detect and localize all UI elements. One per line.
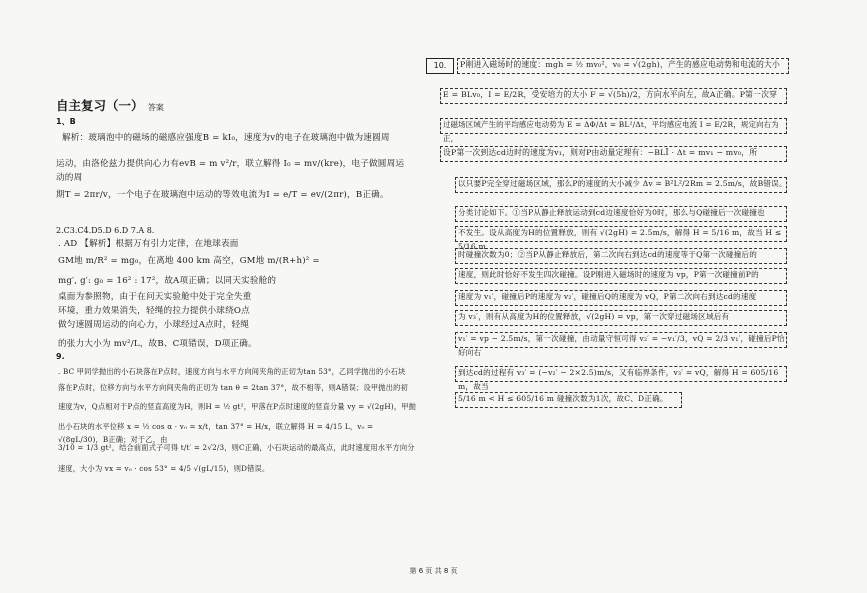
q2-8-answers: 2.C3.C4.D5.D 6.D 7.A 8. [56,226,155,235]
q10-line-2: E = BLv₀，I = E/2R，受安培力的大小 F = √(5h)/2，方向水平向左，故A正确。P第一次穿 [443,90,778,99]
q10-line-7: 不发生。设从高度为H的位置释放，则有 √(2gH) = 2.5m/s，解得 H = 5/16 m，故当 H ≤ 5/16 m [458,228,782,251]
q10-line-1: P刚进入磁场时的速度：mgh = ½ mv₀²，v₀ = √(2gh)，产生的感应电动势和电流的大小 [460,60,780,69]
q1-line-3: 期T = 2πr/v，一个电子在玻璃泡中运动的等效电流为I = e/T = ev/(2πr)，B正确。 [56,190,389,200]
q8-line-1: . AD 【解析】根据万有引力定律，在地球表面 [58,239,239,249]
q10-line-6: 分类讨论如下。①当P从静止释放运动到cd边速度恰好为0时，那么与Q碰撞后一次碰撞也 [458,208,765,217]
title-text: 自主复习（一） [56,98,144,113]
q10-line-4: 设P第一次到达cd边时的速度为v₁，则对P由动量定理有：−BLĪ · Δt = mv₁ − mv₀，所 [443,148,758,157]
q8-line-3: mg′, g′: g₀ = 16² : 17²，故A项正确；以同天实验舱的 [58,276,277,286]
q9-line-3: 速度为v，Q点相对于P点的竖直高度为H，则H = ½ gt²，甲落在P点时速度的竖直分量 vy = √(2gH)，甲抛 [58,402,416,411]
q8-line-2: GM地 m/R² = mg₀，在离地 400 km 高空，GM地 m/(R+h)² = [58,256,320,266]
q10-line-14: 5/16 m < H ≤ 605/16 m 碰撞次数为1次，故C、D正确。 [458,394,668,403]
q10-label: 10. [426,58,454,74]
q9-line-2: 落在P点时，位移方向与水平方向间夹角的正切为 tan θ = 2tan 37°，故不相等，则A错误；设甲抛出的初 [58,383,408,392]
q9-line-5: 3/10 = 1/3 gt²，结合前面式子可得 t/t′ = 2√2/3，则C正确，小石块运动的最高点，此时速度用水平方向分 [58,443,415,452]
q8-line-5: 环境，重力效果消失，轻绳的拉力提供小球绕O点 [58,306,250,316]
q8-line-6: 做匀速圆周运动的向心力，小球经过A点时，轻绳 [58,320,250,330]
page-title [56,96,164,114]
q9-line-6: 速度，大小为 vx = v₀ · cos 53° = 4/5 √(gL/15)，则D错误。 [58,464,270,473]
q1-line-1: 解析：玻璃泡中的磁场的磁感应强度B = kI₀，速度为v的电子在玻璃泡中做为速圆周 [62,133,390,143]
q1-label: 1、B [56,117,76,126]
q10-line-5: 以只要P完全穿过磁场区域，那么P的速度的大小减少 Δv = B²L²/2Rm = 2.5m/s，故B错误。 [458,179,787,188]
q9-line-4: 出小石块的水平位移 x = ½ cos α · v₀ = x/t，tan 37° = H/x，联立解得 H = 4/15 L，v₀ = √(8gL/30)，B正确；对于乙，由 [58,422,374,444]
title-suffix: 答案 [147,103,164,112]
q10-line-11: 为 v₃′，则有从高度为H的位置释放，√(2gH) = vp，第一次穿过磁场区域后有 [458,312,730,321]
q10-line-12: v₁′ = vp − 2.5m/s，第一次碰撞，由动量守恒可得 v₂′ = −v₁′/3，vQ = 2/3 v₁′，碰撞后P恰好向右 [458,334,785,357]
q10-line-13: 到达cd的过程有 v₃′ = (−v₂′ − 2×2.5)m/s，又有临界条件，v₃′ = vQ，解得 H = 605/16 m，故当 [458,368,779,391]
q8-line-7: 的张力大小为 mv²/L，故B、C项错误，D项正确。 [58,339,257,349]
q10-line-8: 时碰撞次数为0；②当P从静止释放后，第二次向右到达cd的速度等于Q第一次碰撞后的 [458,250,758,259]
q10-line-10: 速度为 v₁′，碰撞后P的速度为 v₂′，碰撞后Q的速度为 vQ，P第二次向右到达cd的速度 [458,292,757,301]
q10-line-3: 过磁场区域产生的平均感应电动势为 E = ΔΦ/Δt = BL²/Δt，平均感应电流 I = E/2R，规定向右为正， [443,120,779,143]
q8-line-4: 桌面为参照物，由于在问天实验舱中处于完全失重 [58,292,252,302]
q9-line-1: . BC 甲同学抛出的小石块落在P点时，速度方向与水平方向间夹角的正切为tan 53°，乙同学抛出的小石块 [58,367,406,376]
page-footer: 第 6 页 共 8 页 [409,567,458,575]
q9-label: 9. [56,352,65,361]
q10-line-9: 速度，则此时恰好不发生四次碰撞。设P刚进入磁场时的速度为 vp，P第一次碰撞前P的 [458,270,759,279]
q1-line-2: 运动，由洛伦兹力提供向心力有evB = m v²/r，联立解得 I₀ = mv/(kre)，电子做圆周运动的周 [56,159,405,183]
